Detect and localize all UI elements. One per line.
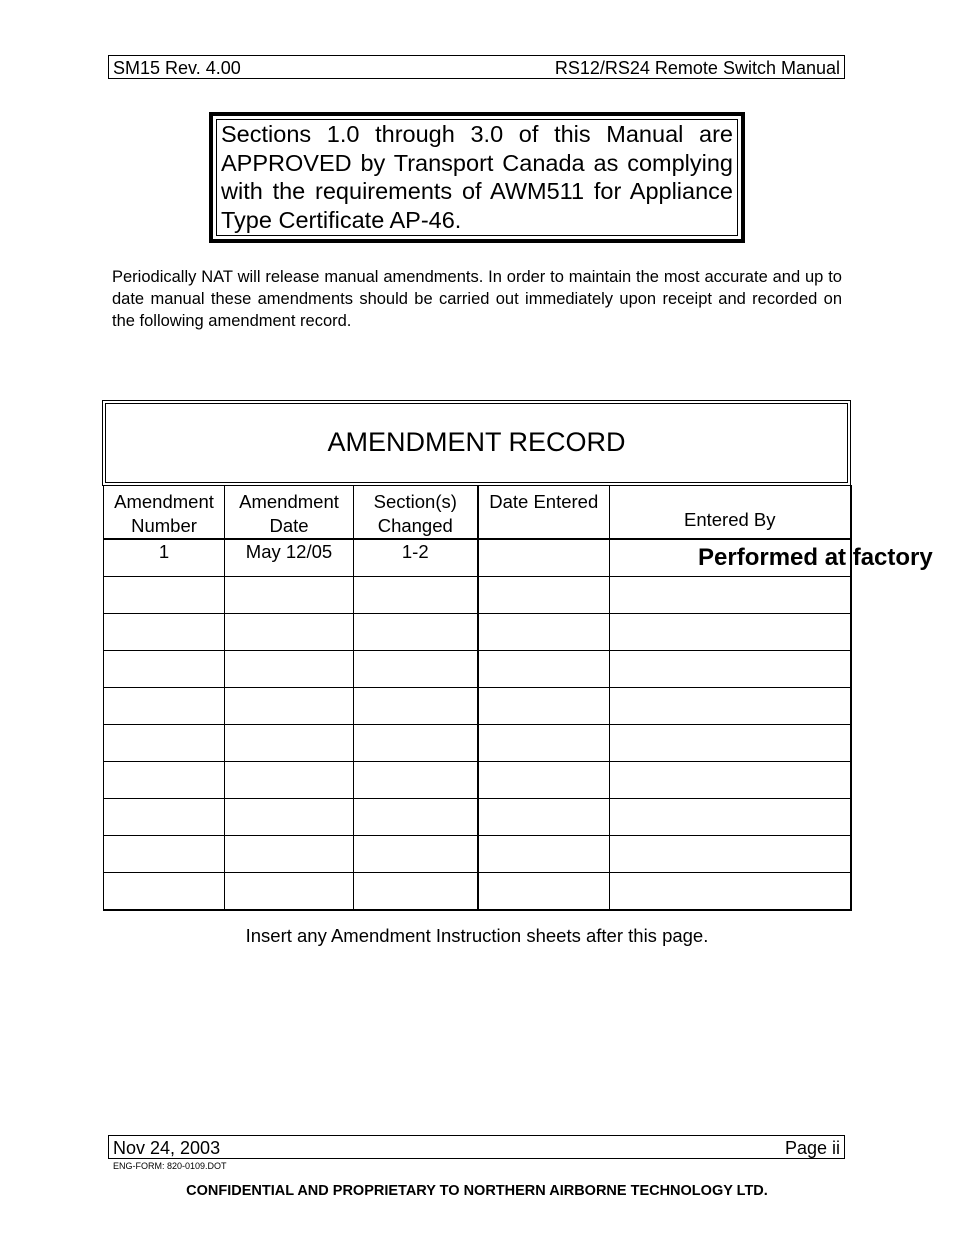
date-entered-cell [478,539,610,577]
amendment-date-cell [225,725,354,762]
entered-by-cell [610,688,851,725]
table-row [104,836,851,873]
amendment-date-cell [225,688,354,725]
amendment-date-cell [225,651,354,688]
column-header-amendment-number: Amendment Number [104,486,225,540]
table-header-row [104,486,851,540]
amendment-record-title-box [102,400,851,486]
entered-by-cell [610,836,851,873]
column-header-sections-changed: Section(s) Changed [354,486,478,540]
entered-by-cell [610,873,851,911]
sections-changed-cell [354,614,478,651]
entered-by-cell [610,725,851,762]
page-header [108,55,845,79]
date-entered-cell [478,873,610,911]
amendment-number-cell [104,725,225,762]
amendment-date-cell [225,762,354,799]
date-entered-cell [478,725,610,762]
date-entered-cell [478,651,610,688]
date-entered-cell [478,836,610,873]
date-entered-cell [478,762,610,799]
date-entered-cell [478,799,610,836]
entered-by-cell [610,799,851,836]
amendment-number-cell [104,836,225,873]
page-number: Page ii [784,1138,840,1158]
amendment-date-cell [225,799,354,836]
date-entered-cell [478,577,610,614]
amendment-record-table-body [104,486,933,911]
table-row [104,799,851,836]
page-footer [108,1135,845,1159]
column-header-date-entered: Date Entered [478,486,610,540]
amendment-number-cell [104,799,225,836]
amendment-number-cell [104,577,225,614]
column-header-amendment-date: Amendment Date [225,486,354,540]
amendment-number-cell [104,873,225,911]
sections-changed-cell [354,725,478,762]
amendment-record-title: AMENDMENT RECORD [327,427,626,457]
document-title: RS12/RS24 Remote Switch Manual [554,58,840,78]
sections-changed-cell [354,799,478,836]
sections-changed-cell [354,836,478,873]
sections-changed-cell [354,762,478,799]
sections-changed-cell [354,577,478,614]
intro-paragraph: Periodically NAT will release manual amendments. In order to maintain the most accurate and up to date manual these amendments should be carried out immediately upon receipt and recorded on the following amendment record. [112,268,842,330]
table-row [104,762,851,799]
entered-by-cell [610,651,851,688]
amendment-date-cell [225,614,354,651]
sections-changed-cell [354,688,478,725]
approval-statement: Sections 1.0 through 3.0 of this Manual are APPROVED by Transport Canada as complying with the requirements of AWM511 for Appliance Type Certificate AP-46. [221,121,733,233]
footer-date: Nov 24, 2003 [113,1138,221,1158]
amendment-number-cell [104,762,225,799]
entered-by-cell [610,539,933,577]
entered-by-text: Performed at factory [698,544,933,571]
table-row [104,539,851,577]
date-entered-cell [478,614,610,651]
entered-by-cell [610,577,851,614]
table-row [104,688,851,725]
amendment-number-cell [104,688,225,725]
amendment-date-cell: May 12/05 [225,539,354,577]
amendment-number-cell: 1 [104,539,225,577]
table-row [104,577,851,614]
entered-by-cell [610,762,851,799]
date-entered-cell [478,688,610,725]
sections-changed-cell: 1-2 [354,539,478,577]
table-row [104,614,851,651]
column-header-entered-by: Entered By [610,486,851,540]
table-row [104,725,851,762]
table-row [104,873,851,911]
amendment-number-cell [104,651,225,688]
sections-changed-cell [354,873,478,911]
form-id: ENG-FORM: 820-0109.DOT [113,1161,227,1171]
amendment-date-cell [225,873,354,911]
amendment-date-cell [225,836,354,873]
document-id: SM15 Rev. 4.00 [113,58,241,78]
entered-by-cell [610,614,851,651]
amendment-date-cell [225,577,354,614]
confidentiality-notice: CONFIDENTIAL AND PROPRIETARY TO NORTHERN AIRBORNE TECHNOLOGY LTD. [186,1183,768,1199]
table-row [104,651,851,688]
insert-instructions-note: Insert any Amendment Instruction sheets after this page. [245,925,709,946]
amendment-number-cell [104,614,225,651]
approval-box [209,112,745,243]
amendment-record-table [103,485,933,911]
sections-changed-cell [354,651,478,688]
